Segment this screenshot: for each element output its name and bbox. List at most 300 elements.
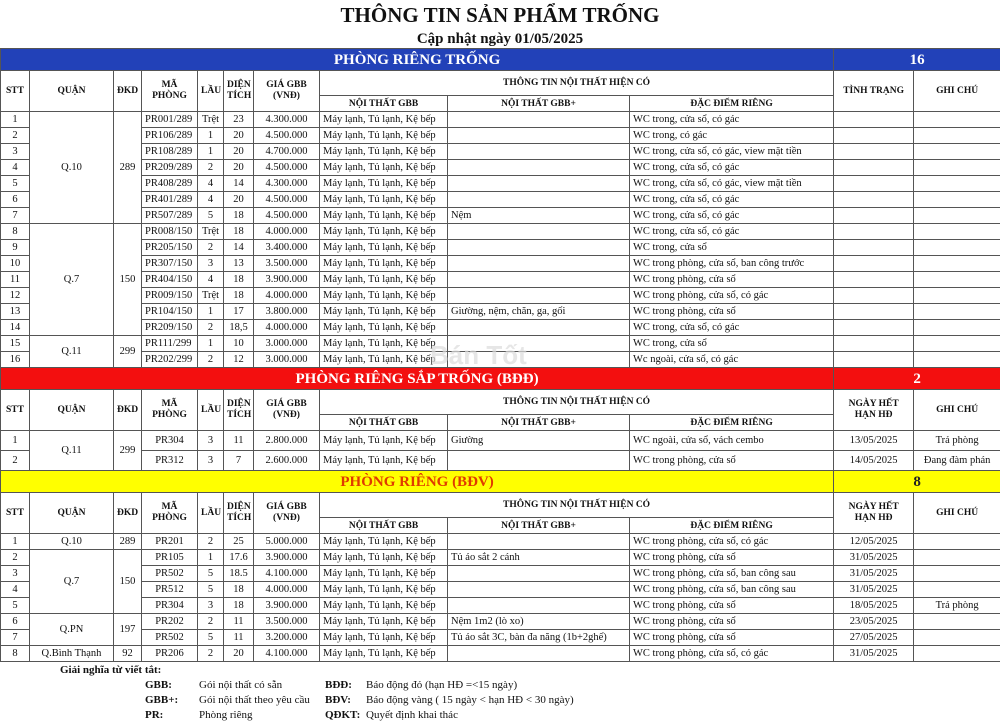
furniture-gbbplus-cell: Giường, nệm, chăn, ga, gối xyxy=(448,304,630,320)
room-code: PR201 xyxy=(142,534,198,550)
row-number: 4 xyxy=(1,160,30,176)
note-cell xyxy=(914,256,1000,272)
column-header: ĐKD xyxy=(114,493,142,534)
district-cell: Q.11 xyxy=(30,431,114,471)
floor-cell: Trệt xyxy=(198,112,224,128)
floor-cell: 4 xyxy=(198,272,224,288)
features-cell: WC trong phòng, cửa sổ, ban công sau xyxy=(630,582,834,598)
note-cell xyxy=(914,192,1000,208)
price-cell: 4.300.000 xyxy=(254,112,320,128)
status-cell xyxy=(834,208,914,224)
features-cell: WC trong, cửa sổ, có gác, view mặt tiền xyxy=(630,144,834,160)
column-header: DIỆN TÍCH xyxy=(224,390,254,431)
table-row xyxy=(1,598,1000,614)
furniture-gbbplus-cell: Nệm 1m2 (lò xo) xyxy=(448,614,630,630)
row-number: 10 xyxy=(1,256,30,272)
table-row xyxy=(1,550,1000,566)
room-code: PR108/289 xyxy=(142,144,198,160)
dkd-cell: 299 xyxy=(114,336,142,368)
floor-cell: 4 xyxy=(198,176,224,192)
section-title: PHÒNG RIÊNG (BĐV) xyxy=(1,471,834,493)
expiry-date-cell: 18/05/2025 xyxy=(834,598,914,614)
price-cell: 3.900.000 xyxy=(254,598,320,614)
row-number: 7 xyxy=(1,630,30,646)
table-row xyxy=(1,208,1000,224)
page-subtitle: Cập nhật ngày 01/05/2025 xyxy=(0,30,1000,48)
column-header: QUẬN xyxy=(30,493,114,534)
dkd-cell: 150 xyxy=(114,224,142,336)
row-number: 15 xyxy=(1,336,30,352)
area-cell: 23 xyxy=(224,112,254,128)
note-cell xyxy=(914,144,1000,160)
features-cell: WC trong, cửa sổ, có gác xyxy=(630,112,834,128)
floor-cell: 5 xyxy=(198,582,224,598)
table-row xyxy=(1,534,1000,550)
district-cell: Q.7 xyxy=(30,550,114,614)
table-row xyxy=(1,646,1000,662)
note-cell xyxy=(914,336,1000,352)
floor-cell: 2 xyxy=(198,320,224,336)
room-code: PR502 xyxy=(142,630,198,646)
column-header: NGÀY HẾT HẠN HĐ xyxy=(834,493,914,534)
note-cell xyxy=(914,320,1000,336)
header-row xyxy=(1,390,1000,415)
district-cell: Q.7 xyxy=(30,224,114,336)
price-cell: 2.600.000 xyxy=(254,451,320,471)
price-cell: 4.500.000 xyxy=(254,208,320,224)
furniture-gbb-cell: Máy lạnh, Tủ lạnh, Kệ bếp xyxy=(320,566,448,582)
column-header: QUẬN xyxy=(30,71,114,112)
column-header: LẦU xyxy=(198,71,224,112)
furniture-gbb-cell: Máy lạnh, Tủ lạnh, Kệ bếp xyxy=(320,192,448,208)
furniture-gbb-cell: Máy lạnh, Tủ lạnh, Kệ bếp xyxy=(320,224,448,240)
status-cell xyxy=(834,160,914,176)
features-cell: WC trong phòng, cửa sổ, ban công trước xyxy=(630,256,834,272)
furniture-gbb-cell: Máy lạnh, Tủ lạnh, Kệ bếp xyxy=(320,582,448,598)
room-code: PR202 xyxy=(142,614,198,630)
column-header: STT xyxy=(1,71,30,112)
section-title: PHÒNG RIÊNG TRỐNG xyxy=(1,49,834,71)
note-cell xyxy=(914,534,1000,550)
area-cell: 18 xyxy=(224,598,254,614)
area-cell: 10 xyxy=(224,336,254,352)
area-cell: 18 xyxy=(224,208,254,224)
furniture-gbb-cell: Máy lạnh, Tủ lạnh, Kệ bếp xyxy=(320,208,448,224)
row-number: 5 xyxy=(1,598,30,614)
legend-value: Quyết định khai thác xyxy=(366,709,458,721)
note-cell xyxy=(914,582,1000,598)
column-header: MÃ PHÒNG xyxy=(142,390,198,431)
room-code: PR512 xyxy=(142,582,198,598)
column-header: NỘI THẤT GBB xyxy=(320,415,448,431)
watermark-logo: Bán Tốt xyxy=(430,340,527,371)
floor-cell: 2 xyxy=(198,646,224,662)
price-cell: 4.500.000 xyxy=(254,160,320,176)
table-row xyxy=(1,128,1000,144)
furniture-gbbplus-cell: Tủ áo sắt 2 cánh xyxy=(448,550,630,566)
column-header: NGÀY HẾT HẠN HĐ xyxy=(834,390,914,431)
district-cell: Q.10 xyxy=(30,534,114,550)
column-header: ĐẶC ĐIỂM RIÊNG xyxy=(630,518,834,534)
legend-key: PR: xyxy=(145,709,163,721)
price-cell: 3.200.000 xyxy=(254,630,320,646)
furniture-gbbplus-cell xyxy=(448,192,630,208)
legend-value: Gói nội thất có sẵn xyxy=(199,679,282,691)
district-cell: Q.11 xyxy=(30,336,114,368)
row-number: 3 xyxy=(1,566,30,582)
furniture-gbb-cell: Máy lạnh, Tủ lạnh, Kệ bếp xyxy=(320,336,448,352)
floor-cell: 2 xyxy=(198,614,224,630)
column-header: THÔNG TIN NỘI THẤT HIỆN CÓ xyxy=(320,71,834,96)
floor-cell: 2 xyxy=(198,160,224,176)
floor-cell: 3 xyxy=(198,256,224,272)
price-cell: 4.000.000 xyxy=(254,288,320,304)
header-row xyxy=(1,493,1000,518)
area-cell: 18,5 xyxy=(224,320,254,336)
row-number: 5 xyxy=(1,176,30,192)
expiry-date-cell: 12/05/2025 xyxy=(834,534,914,550)
room-code: PR209/289 xyxy=(142,160,198,176)
column-header: STT xyxy=(1,493,30,534)
column-header: NỘI THẤT GBB+ xyxy=(448,518,630,534)
column-header: GHI CHÚ xyxy=(914,71,1000,112)
row-number: 1 xyxy=(1,431,30,451)
column-header: GIÁ GBB (VNĐ) xyxy=(254,71,320,112)
column-header: GHI CHÚ xyxy=(914,390,1000,431)
area-cell: 18.5 xyxy=(224,566,254,582)
room-code: PR304 xyxy=(142,431,198,451)
note-cell: Trả phòng xyxy=(914,431,1000,451)
furniture-gbbplus-cell xyxy=(448,144,630,160)
furniture-gbbplus-cell xyxy=(448,646,630,662)
table-row xyxy=(1,451,1000,471)
price-cell: 4.700.000 xyxy=(254,144,320,160)
note-cell xyxy=(914,160,1000,176)
features-cell: WC trong phòng, cửa sổ xyxy=(630,614,834,630)
furniture-gbb-cell: Máy lạnh, Tủ lạnh, Kệ bếp xyxy=(320,646,448,662)
legend-key: GBB: xyxy=(145,679,172,691)
table-row xyxy=(1,582,1000,598)
column-header: NỘI THẤT GBB xyxy=(320,96,448,112)
features-cell: WC ngoài, cửa sổ, vách cembo xyxy=(630,431,834,451)
area-cell: 20 xyxy=(224,128,254,144)
price-cell: 4.100.000 xyxy=(254,566,320,582)
table-row xyxy=(1,224,1000,240)
column-header: NỘI THẤT GBB xyxy=(320,518,448,534)
price-cell: 3.800.000 xyxy=(254,304,320,320)
price-cell: 3.000.000 xyxy=(254,336,320,352)
note-cell xyxy=(914,614,1000,630)
dkd-cell: 289 xyxy=(114,534,142,550)
note-cell xyxy=(914,224,1000,240)
room-code: PR209/150 xyxy=(142,320,198,336)
table-row xyxy=(1,630,1000,646)
features-cell: WC trong phòng, cửa sổ xyxy=(630,272,834,288)
furniture-gbb-cell: Máy lạnh, Tủ lạnh, Kệ bếp xyxy=(320,550,448,566)
area-cell: 17.6 xyxy=(224,550,254,566)
row-number: 12 xyxy=(1,288,30,304)
area-cell: 20 xyxy=(224,646,254,662)
column-header: ĐKD xyxy=(114,71,142,112)
area-cell: 20 xyxy=(224,144,254,160)
furniture-gbb-cell: Máy lạnh, Tủ lạnh, Kệ bếp xyxy=(320,534,448,550)
floor-cell: 4 xyxy=(198,192,224,208)
column-header: DIỆN TÍCH xyxy=(224,71,254,112)
table-row xyxy=(1,566,1000,582)
status-cell xyxy=(834,288,914,304)
note-cell xyxy=(914,646,1000,662)
furniture-gbb-cell: Máy lạnh, Tủ lạnh, Kệ bếp xyxy=(320,320,448,336)
floor-cell: Trệt xyxy=(198,224,224,240)
row-number: 2 xyxy=(1,451,30,471)
features-cell: WC trong, cửa sổ, có gác xyxy=(630,208,834,224)
room-code: PR105 xyxy=(142,550,198,566)
furniture-gbb-cell: Máy lạnh, Tủ lạnh, Kệ bếp xyxy=(320,160,448,176)
floor-cell: 1 xyxy=(198,304,224,320)
furniture-gbbplus-cell xyxy=(448,288,630,304)
features-cell: WC trong phòng, cửa sổ xyxy=(630,304,834,320)
furniture-gbb-cell: Máy lạnh, Tủ lạnh, Kệ bếp xyxy=(320,614,448,630)
table-row xyxy=(1,320,1000,336)
furniture-gbb-cell: Máy lạnh, Tủ lạnh, Kệ bếp xyxy=(320,352,448,368)
legend-key: QĐKT: xyxy=(325,709,360,721)
dkd-cell: 299 xyxy=(114,431,142,471)
floor-cell: 1 xyxy=(198,336,224,352)
table-row xyxy=(1,112,1000,128)
table-row xyxy=(1,240,1000,256)
dkd-cell: 92 xyxy=(114,646,142,662)
furniture-gbb-cell: Máy lạnh, Tủ lạnh, Kệ bếp xyxy=(320,176,448,192)
room-code: PR401/289 xyxy=(142,192,198,208)
price-cell: 4.500.000 xyxy=(254,192,320,208)
floor-cell: 5 xyxy=(198,566,224,582)
column-header: GHI CHÚ xyxy=(914,493,1000,534)
area-cell: 13 xyxy=(224,256,254,272)
expiry-date-cell: 31/05/2025 xyxy=(834,582,914,598)
status-cell xyxy=(834,112,914,128)
floor-cell: 3 xyxy=(198,431,224,451)
area-cell: 20 xyxy=(224,160,254,176)
features-cell: WC trong, cửa sổ xyxy=(630,336,834,352)
furniture-gbb-cell: Máy lạnh, Tủ lạnh, Kệ bếp xyxy=(320,630,448,646)
room-code: PR008/150 xyxy=(142,224,198,240)
row-number: 4 xyxy=(1,582,30,598)
column-header: LẦU xyxy=(198,493,224,534)
column-header: GIÁ GBB (VNĐ) xyxy=(254,390,320,431)
row-number: 2 xyxy=(1,128,30,144)
row-number: 1 xyxy=(1,534,30,550)
column-header: STT xyxy=(1,390,30,431)
section-count: 2 xyxy=(834,368,1000,390)
area-cell: 11 xyxy=(224,431,254,451)
status-cell xyxy=(834,240,914,256)
furniture-gbbplus-cell xyxy=(448,160,630,176)
furniture-gbbplus-cell xyxy=(448,176,630,192)
room-code: PR312 xyxy=(142,451,198,471)
features-cell: WC trong phòng, cửa sổ, ban công sau xyxy=(630,566,834,582)
column-header: ĐKD xyxy=(114,390,142,431)
floor-cell: Trệt xyxy=(198,288,224,304)
legend xyxy=(0,662,1000,726)
furniture-gbbplus-cell: Tủ áo sắt 3C, bàn đa năng (1b+2ghế) xyxy=(448,630,630,646)
furniture-gbbplus-cell xyxy=(448,598,630,614)
column-header: GIÁ GBB (VNĐ) xyxy=(254,493,320,534)
column-header: NỘI THẤT GBB+ xyxy=(448,96,630,112)
floor-cell: 1 xyxy=(198,128,224,144)
floor-cell: 2 xyxy=(198,352,224,368)
row-number: 11 xyxy=(1,272,30,288)
furniture-gbbplus-cell xyxy=(448,256,630,272)
area-cell: 11 xyxy=(224,630,254,646)
price-cell: 4.000.000 xyxy=(254,582,320,598)
price-cell: 5.000.000 xyxy=(254,534,320,550)
legend-heading: Giải nghĩa từ viết tắt: xyxy=(60,664,161,676)
row-number: 8 xyxy=(1,224,30,240)
district-cell: Q.PN xyxy=(30,614,114,646)
note-cell xyxy=(914,550,1000,566)
features-cell: WC trong phòng, cửa sổ, có gác xyxy=(630,534,834,550)
furniture-gbbplus-cell xyxy=(448,534,630,550)
dkd-cell: 197 xyxy=(114,614,142,646)
features-cell: WC trong, cửa sổ xyxy=(630,240,834,256)
row-number: 8 xyxy=(1,646,30,662)
legend-value: Báo động vàng ( 15 ngày < hạn HĐ < 30 ngày) xyxy=(366,694,574,706)
expiry-date-cell: 14/05/2025 xyxy=(834,451,914,471)
column-header: LẦU xyxy=(198,390,224,431)
floor-cell: 5 xyxy=(198,630,224,646)
column-header: DIỆN TÍCH xyxy=(224,493,254,534)
row-number: 2 xyxy=(1,550,30,566)
furniture-gbb-cell: Máy lạnh, Tủ lạnh, Kệ bếp xyxy=(320,451,448,471)
dkd-cell: 289 xyxy=(114,112,142,224)
header-row xyxy=(1,71,1000,96)
room-code: PR111/299 xyxy=(142,336,198,352)
price-cell: 4.500.000 xyxy=(254,128,320,144)
room-code: PR205/150 xyxy=(142,240,198,256)
furniture-gbbplus-cell xyxy=(448,224,630,240)
table-row xyxy=(1,431,1000,451)
features-cell: WC trong, cửa sổ, có gác xyxy=(630,224,834,240)
row-number: 3 xyxy=(1,144,30,160)
status-cell xyxy=(834,128,914,144)
features-cell: WC trong, cửa sổ, có gác xyxy=(630,320,834,336)
row-number: 1 xyxy=(1,112,30,128)
floor-cell: 2 xyxy=(198,534,224,550)
row-number: 9 xyxy=(1,240,30,256)
status-cell xyxy=(834,320,914,336)
section-count: 16 xyxy=(834,49,1000,71)
room-code: PR304 xyxy=(142,598,198,614)
features-cell: WC trong phòng, cửa sổ xyxy=(630,451,834,471)
section-title: PHÒNG RIÊNG SẮP TRỐNG (BĐĐ) xyxy=(1,368,834,390)
price-cell: 4.300.000 xyxy=(254,176,320,192)
room-code: PR106/289 xyxy=(142,128,198,144)
furniture-gbb-cell: Máy lạnh, Tủ lạnh, Kệ bếp xyxy=(320,304,448,320)
features-cell: WC trong phòng, cửa sổ, có gác xyxy=(630,646,834,662)
furniture-gbb-cell: Máy lạnh, Tủ lạnh, Kệ bếp xyxy=(320,256,448,272)
area-cell: 18 xyxy=(224,582,254,598)
price-cell: 3.900.000 xyxy=(254,272,320,288)
legend-value: Phòng riêng xyxy=(199,709,252,721)
note-cell: Trả phòng xyxy=(914,598,1000,614)
features-cell: WC trong, cửa sổ, có gác xyxy=(630,160,834,176)
area-cell: 14 xyxy=(224,176,254,192)
floor-cell: 1 xyxy=(198,144,224,160)
furniture-gbbplus-cell xyxy=(448,128,630,144)
features-cell: Wc ngoài, cửa sổ, có gác xyxy=(630,352,834,368)
legend-value: Báo động đỏ (hạn HĐ =<15 ngày) xyxy=(366,679,517,691)
furniture-gbb-cell: Máy lạnh, Tủ lạnh, Kệ bếp xyxy=(320,272,448,288)
status-cell xyxy=(834,144,914,160)
row-number: 16 xyxy=(1,352,30,368)
note-cell xyxy=(914,208,1000,224)
area-cell: 14 xyxy=(224,240,254,256)
status-cell xyxy=(834,352,914,368)
price-cell: 4.000.000 xyxy=(254,320,320,336)
status-cell xyxy=(834,224,914,240)
floor-cell: 1 xyxy=(198,550,224,566)
room-code: PR206 xyxy=(142,646,198,662)
status-cell xyxy=(834,272,914,288)
note-cell xyxy=(914,352,1000,368)
furniture-gbb-cell: Máy lạnh, Tủ lạnh, Kệ bếp xyxy=(320,144,448,160)
column-header: NỘI THẤT GBB+ xyxy=(448,415,630,431)
legend-key: BĐV: xyxy=(325,694,351,706)
row-number: 7 xyxy=(1,208,30,224)
table-row xyxy=(1,272,1000,288)
furniture-gbbplus-cell xyxy=(448,272,630,288)
furniture-gbb-cell: Máy lạnh, Tủ lạnh, Kệ bếp xyxy=(320,112,448,128)
expiry-date-cell: 23/05/2025 xyxy=(834,614,914,630)
area-cell: 18 xyxy=(224,224,254,240)
table-row xyxy=(1,256,1000,272)
legend-key: BĐĐ: xyxy=(325,679,352,691)
note-cell xyxy=(914,288,1000,304)
furniture-gbb-cell: Máy lạnh, Tủ lạnh, Kệ bếp xyxy=(320,598,448,614)
price-cell: 3.500.000 xyxy=(254,614,320,630)
floor-cell: 5 xyxy=(198,208,224,224)
floor-cell: 2 xyxy=(198,240,224,256)
status-cell xyxy=(834,304,914,320)
column-header: ĐẶC ĐIỂM RIÊNG xyxy=(630,415,834,431)
column-header: ĐẶC ĐIỂM RIÊNG xyxy=(630,96,834,112)
area-cell: 25 xyxy=(224,534,254,550)
features-cell: WC trong phòng, cửa sổ xyxy=(630,550,834,566)
row-number: 14 xyxy=(1,320,30,336)
note-cell xyxy=(914,304,1000,320)
status-cell xyxy=(834,192,914,208)
table-row xyxy=(1,160,1000,176)
note-cell xyxy=(914,566,1000,582)
features-cell: WC trong phòng, cửa sổ xyxy=(630,598,834,614)
furniture-gbb-cell: Máy lạnh, Tủ lạnh, Kệ bếp xyxy=(320,128,448,144)
table-row xyxy=(1,192,1000,208)
table-row xyxy=(1,176,1000,192)
room-code: PR307/150 xyxy=(142,256,198,272)
floor-cell: 3 xyxy=(198,451,224,471)
section-count: 8 xyxy=(834,471,1000,493)
status-cell xyxy=(834,256,914,272)
furniture-gbbplus-cell xyxy=(448,240,630,256)
area-cell: 17 xyxy=(224,304,254,320)
table-row xyxy=(1,304,1000,320)
district-cell: Q.Bình Thạnh xyxy=(30,646,114,662)
note-cell xyxy=(914,128,1000,144)
column-header: TÌNH TRẠNG xyxy=(834,71,914,112)
section-band xyxy=(1,471,1000,493)
district-cell: Q.10 xyxy=(30,112,114,224)
note-cell xyxy=(914,630,1000,646)
